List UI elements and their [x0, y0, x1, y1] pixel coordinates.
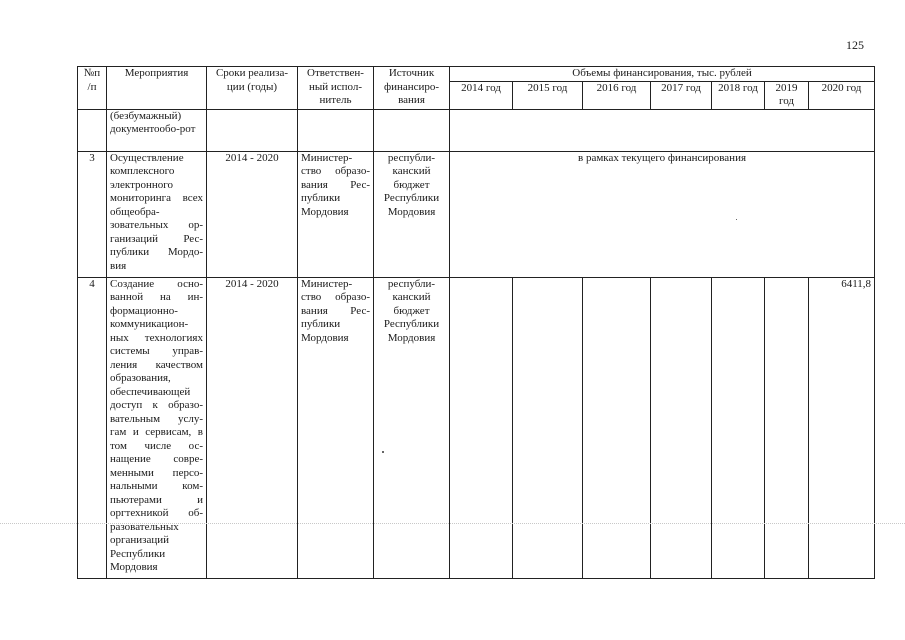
cell-value-2017 [651, 277, 712, 578]
cell-value-2018 [712, 277, 765, 578]
header-year-2018: 2018 год [712, 81, 765, 109]
cell-source [374, 109, 450, 151]
header-period: Сроки реализа-ции (годы) [207, 67, 298, 110]
cell-value-2019 [765, 277, 809, 578]
cell-period: 2014 - 2020 [207, 277, 298, 578]
scan-speck [736, 219, 737, 220]
header-executor: Ответствен-ный испол-нитель [298, 67, 374, 110]
cell-value-2015 [513, 277, 583, 578]
cell-executor [298, 109, 374, 151]
scan-speck [382, 451, 384, 453]
cell-activity: (безбумажный) документообо-рот [107, 109, 207, 151]
scan-artifact-line [0, 523, 905, 524]
header-year-2016: 2016 год [583, 81, 651, 109]
header-source: Источник финансиро-вания [374, 67, 450, 110]
cell-number [78, 109, 107, 151]
cell-value-2016 [583, 277, 651, 578]
cell-value-2020: 6411,8 [809, 277, 875, 578]
header-year-2015: 2015 год [513, 81, 583, 109]
header-activity: Мероприятия [107, 67, 207, 110]
cell-number: 4 [78, 277, 107, 578]
header-year-2017: 2017 год [651, 81, 712, 109]
header-year-2020: 2020 год [809, 81, 875, 109]
table-row [78, 151, 875, 277]
cell-value-2014 [450, 277, 513, 578]
table-row [78, 277, 875, 578]
cell-funding [450, 109, 875, 151]
header-year-2014: 2014 год [450, 81, 513, 109]
cell-activity: Создание осно-ванной на ин-формационно-коммуникацион-ных технологиях системы управ-ления качеством образования, обеспечивающей доступ к образо-вательным услу-гам и сервисам, в том числе ос-нащение совре-менными персо-нальными ком-пьютерами и оргтехникой об-разовательных организаций Республики Мордовия [107, 277, 207, 578]
funding-table [77, 66, 875, 579]
header-funding-group: Объемы финансирования, тыс. рублей [450, 67, 875, 82]
cell-source: республи-канский бюджет Республики Мордовия [374, 151, 450, 277]
cell-activity: Осуществление комплексного электронного мониторинга всех общеобра-зовательных ор-ганизаций Рес-публики Мордо-вия [107, 151, 207, 277]
header-number: №п /п [78, 67, 107, 110]
cell-number: 3 [78, 151, 107, 277]
cell-executor: Министер-ство образо-вания Рес-публики Мордовия [298, 277, 374, 578]
header-year-2019: 2019 год [765, 81, 809, 109]
cell-funding-note: в рамках текущего финансирования [450, 151, 875, 277]
header-row-top [78, 67, 875, 82]
page-number: 125 [846, 38, 864, 52]
cell-period: 2014 - 2020 [207, 151, 298, 277]
cell-period [207, 109, 298, 151]
table-row-continuation [78, 109, 875, 151]
cell-source: республи-канский бюджет Республики Мордовия [374, 277, 450, 578]
cell-executor: Министер-ство образо-вания Рес-публики Мордовия [298, 151, 374, 277]
